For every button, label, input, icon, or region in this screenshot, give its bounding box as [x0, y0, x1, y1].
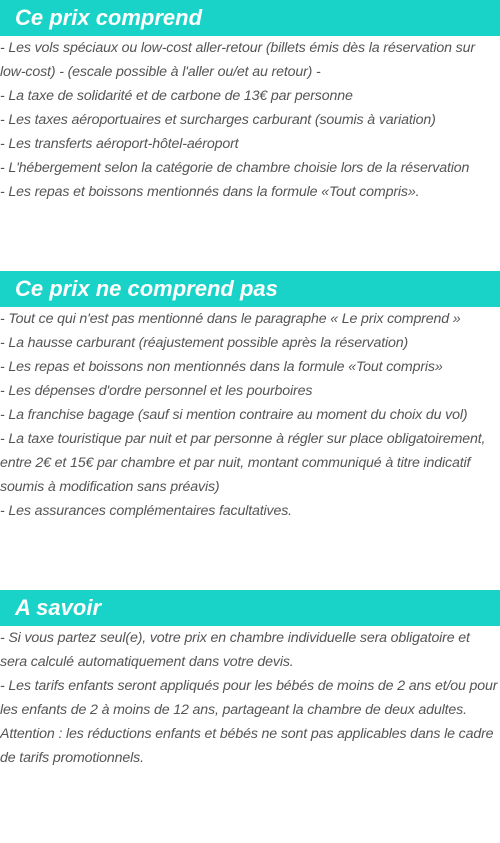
list-item: - Les tarifs enfants seront appliqués pour les bébés de moins de 2 ans et/ou pour les enfants de 2 à moins de 12 ans, partageant la chambre de deux adultes. — [0, 678, 498, 718]
section-title-good-to-know: A savoir — [0, 590, 500, 626]
list-item: - La taxe de solidarité et de carbone de 13€ par personne — [0, 88, 353, 104]
list-item: - Les transferts aéroport-hôtel-aéroport — [0, 136, 239, 152]
list-item: - Les repas et boissons non mentionnés dans la formule «Tout compris» — [0, 359, 443, 375]
section-included — [0, 0, 500, 204]
list-item: Attention : les réductions enfants et bébés ne sont pas applicables dans le cadre de tarifs promotionnels. — [0, 726, 494, 766]
good-to-know-list — [0, 626, 500, 770]
list-item: - Les repas et boissons mentionnés dans la formule «Tout compris». — [0, 184, 420, 200]
section-title-included: Ce prix comprend — [0, 0, 500, 36]
list-item: - L'hébergement selon la catégorie de chambre choisie lors de la réservation — [0, 160, 470, 176]
list-item: - La taxe touristique par nuit et par personne à régler sur place obligatoirement, entre 2€ et 15€ par chambre et par nuit, montant communiqué à titre indicatif soumis à modification sans préavis) — [0, 431, 486, 495]
list-item: - Tout ce qui n'est pas mentionné dans le paragraphe « Le prix comprend » — [0, 311, 461, 327]
list-item: - Les vols spéciaux ou low-cost aller-retour (billets émis dès la réservation sur low-cost) - (escale possible à l'aller ou/et au retour) - — [0, 40, 475, 80]
included-list — [0, 36, 500, 204]
list-item: - Les taxes aéroportuaires et surcharges carburant (soumis à variation) — [0, 112, 436, 128]
list-item: - Les assurances complémentaires facultatives. — [0, 503, 292, 519]
section-good-to-know — [0, 590, 500, 770]
list-item: - La franchise bagage (sauf si mention contraire au moment du choix du vol) — [0, 407, 468, 423]
list-item: - Si vous partez seul(e), votre prix en chambre individuelle sera obligatoire et sera calculé automatiquement dans votre devis. — [0, 630, 470, 670]
list-item: - Les dépenses d'ordre personnel et les pourboires — [0, 383, 313, 399]
not-included-list — [0, 307, 500, 523]
section-not-included — [0, 271, 500, 523]
list-item: - La hausse carburant (réajustement possible après la réservation) — [0, 335, 409, 351]
section-title-not-included: Ce prix ne comprend pas — [0, 271, 500, 307]
